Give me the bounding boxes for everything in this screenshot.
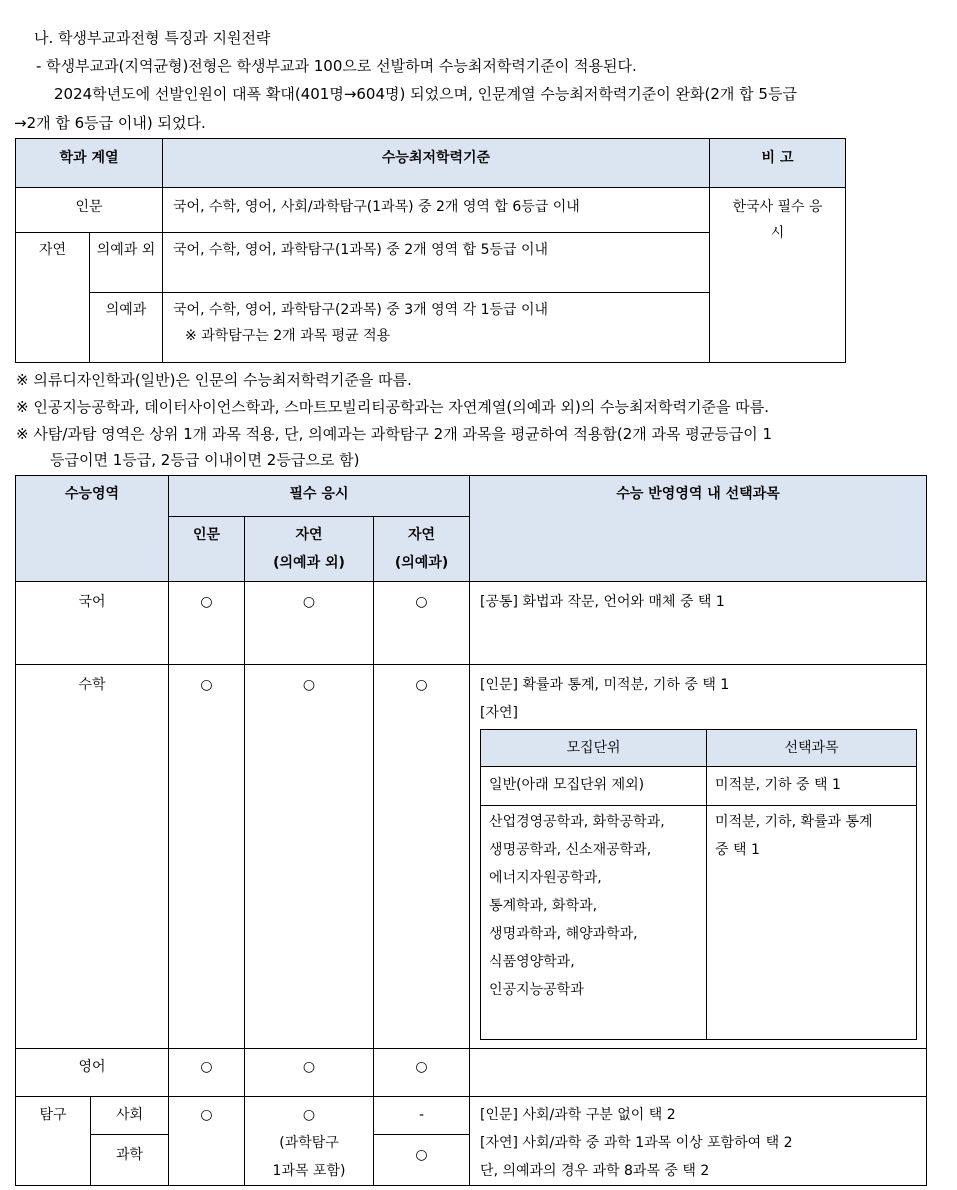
- t2-math-humanities: ○: [169, 665, 245, 1049]
- t1-medical-label: 의예과: [90, 293, 163, 363]
- t2-inquiry-sci-nonmed-note2: 1과목 포함): [272, 1163, 346, 1179]
- intro-paragraph-line1: 2024학년도에 선발인원이 대폭 확대(401명→604명) 되었으며, 인문계열 수능최저학력기준이 완화(2개 합 5등급: [54, 85, 797, 103]
- t3-unit-line: 생명공학과, 신소재공학과,: [489, 842, 652, 858]
- t3-row2-subject: [707, 806, 917, 1040]
- t1-medical-criteria: 국어, 수학, 영어, 과학탐구(2과목) 중 3개 영역 각 1등급 이내: [173, 302, 549, 318]
- t2-inquiry-sci-nonmed: [245, 1097, 374, 1186]
- t2-korean-sci-nonmed: ○: [245, 582, 374, 665]
- t2-header-sci-med-line2: (의예과): [394, 555, 449, 571]
- t2-korean-label: 국어: [16, 582, 169, 665]
- t2-header-elective: 수능 반영영역 내 선택과목: [470, 476, 927, 582]
- t2-korean-elective: [공통] 화법과 작문, 언어와 매체 중 택 1: [470, 582, 927, 665]
- t3-unit-line: 생명과학과, 해양과학과,: [489, 926, 638, 942]
- t3-unit-line: 산업경영공학과, 화학공학과,: [489, 814, 665, 830]
- t2-korean-humanities: ○: [169, 582, 245, 665]
- t3-row1-unit: 일반(아래 모집단위 제외): [481, 767, 707, 806]
- t3-row2-subject-line1: 미적분, 기하, 확률과 통계: [715, 814, 873, 830]
- note-2: ※ 인공지능공학과, 데이터사이언스학과, 스마트모빌리티공학과는 자연계열(의예과 외)의 수능최저학력기준을 따름.: [16, 398, 769, 416]
- t3-row1-subject: 미적분, 기하 중 택 1: [707, 767, 917, 806]
- t1-remark: 한국사 필수 응시: [710, 188, 846, 363]
- t2-header-sci-nonmed-line1: 자연: [295, 527, 323, 543]
- t1-header-field: 학과 계열: [16, 139, 163, 188]
- t2-inquiry-sci-nonmed-note1: (과학탐구: [279, 1135, 339, 1151]
- t2-english-sci-nonmed: ○: [245, 1049, 374, 1097]
- t2-inquiry-sci-nonmed-mark: ○: [302, 1107, 316, 1123]
- t2-math-science-line: [자연]: [480, 705, 519, 721]
- t2-math-label: 수학: [16, 665, 169, 1049]
- intro-paragraph-line2: →2개 합 6등급 이내) 되었다.: [14, 114, 206, 132]
- t3-row2-subject-line2: 중 택 1: [715, 842, 760, 858]
- t2-english-humanities: ○: [169, 1049, 245, 1097]
- t2-english-sci-med: ○: [374, 1049, 470, 1097]
- t2-inquiry-science: 과학: [91, 1135, 169, 1186]
- note-3a: ※ 사탐/과탐 영역은 상위 1개 과목 적용, 단, 의예과는 과학탐구 2개 과목을 평균하여 적용함(2개 과목 평균등급이 1: [16, 425, 773, 443]
- note-3b: 등급이면 1등급, 2등급 이내이면 2등급으로 함): [50, 451, 360, 469]
- t2-math-humanities-line: [인문] 확률과 통계, 미적분, 기하 중 택 1: [480, 677, 730, 693]
- section-title: 나. 학생부교과전형 특징과 지원전략: [34, 29, 271, 47]
- t1-header-remark: 비 고: [710, 139, 846, 188]
- t2-inquiry-humanities: ○: [169, 1097, 245, 1186]
- t2-inquiry-social: 사회: [91, 1097, 169, 1135]
- t2-header-sci-med-line1: 자연: [408, 527, 436, 543]
- t2-korean-sci-med: ○: [374, 582, 470, 665]
- t2-english-elective: [470, 1049, 927, 1097]
- t2-inquiry-elective-line3: 단, 의예과의 경우 과학 8과목 중 택 2: [480, 1163, 710, 1179]
- t2-inquiry-sci-med-science: ○: [374, 1135, 470, 1186]
- t1-nonmedical-criteria: 국어, 수학, 영어, 과학탐구(1과목) 중 2개 영역 합 5등급 이내: [163, 233, 710, 293]
- t2-header-required: 필수 응시: [169, 476, 470, 517]
- t3-row2-units: [481, 806, 707, 1040]
- t3-header-unit: 모집단위: [481, 730, 707, 767]
- t2-math-sci-nonmed: ○: [245, 665, 374, 1049]
- t2-math-sci-med: ○: [374, 665, 470, 1049]
- subject-selection-table: [15, 475, 927, 1186]
- t2-header-humanities: 인문: [169, 517, 245, 582]
- t2-inquiry-sci-med-social: -: [374, 1097, 470, 1135]
- t2-header-area: 수능영역: [16, 476, 169, 582]
- t2-inquiry-elective-line2: [자연] 사회/과학 중 과학 1과목 이상 포함하여 택 2: [480, 1135, 793, 1151]
- t3-unit-line: 인공지능공학과: [489, 982, 584, 998]
- t3-header-subject: 선택과목: [707, 730, 917, 767]
- note-1: ※ 의류디자인학과(일반)은 인문의 수능최저학력기준을 따름.: [16, 371, 412, 389]
- t1-medical-cell: [163, 293, 710, 363]
- t2-english-label: 영어: [16, 1049, 169, 1097]
- t1-humanities-label: 인문: [16, 188, 163, 233]
- t2-header-sci-nonmed-line2: (의예과 외): [273, 555, 345, 571]
- t1-header-criteria: 수능최저학력기준: [163, 139, 710, 188]
- t1-humanities-criteria: 국어, 수학, 영어, 사회/과학탐구(1과목) 중 2개 영역 합 6등급 이내: [163, 188, 710, 233]
- t2-header-sci-med: [374, 517, 470, 582]
- t1-science-label: 자연: [16, 233, 90, 363]
- intro-bullet: - 학생부교과(지역균형)전형은 학생부교과 100으로 선발하며 수능최저학력기준이 적용된다.: [36, 57, 637, 75]
- t2-inquiry-elective: [470, 1097, 927, 1186]
- t1-nonmedical-label: 의예과 외: [90, 233, 163, 293]
- t2-inquiry-elective-line1: [인문] 사회/과학 구분 없이 택 2: [480, 1107, 676, 1123]
- t2-header-sci-nonmed: [245, 517, 374, 582]
- t2-math-elective: [470, 665, 927, 1049]
- t3-unit-line: 통계학과, 화학과,: [489, 898, 598, 914]
- math-subtable: [480, 729, 917, 1040]
- t1-medical-note: ※ 과학탐구는 2개 과목 평균 적용: [185, 328, 391, 344]
- t3-unit-line: 식품영양학과,: [489, 954, 575, 970]
- t2-inquiry-label: 탐구: [16, 1097, 91, 1186]
- t3-unit-line: 에너지자원공학과,: [489, 870, 602, 886]
- min-requirement-table: [15, 138, 846, 363]
